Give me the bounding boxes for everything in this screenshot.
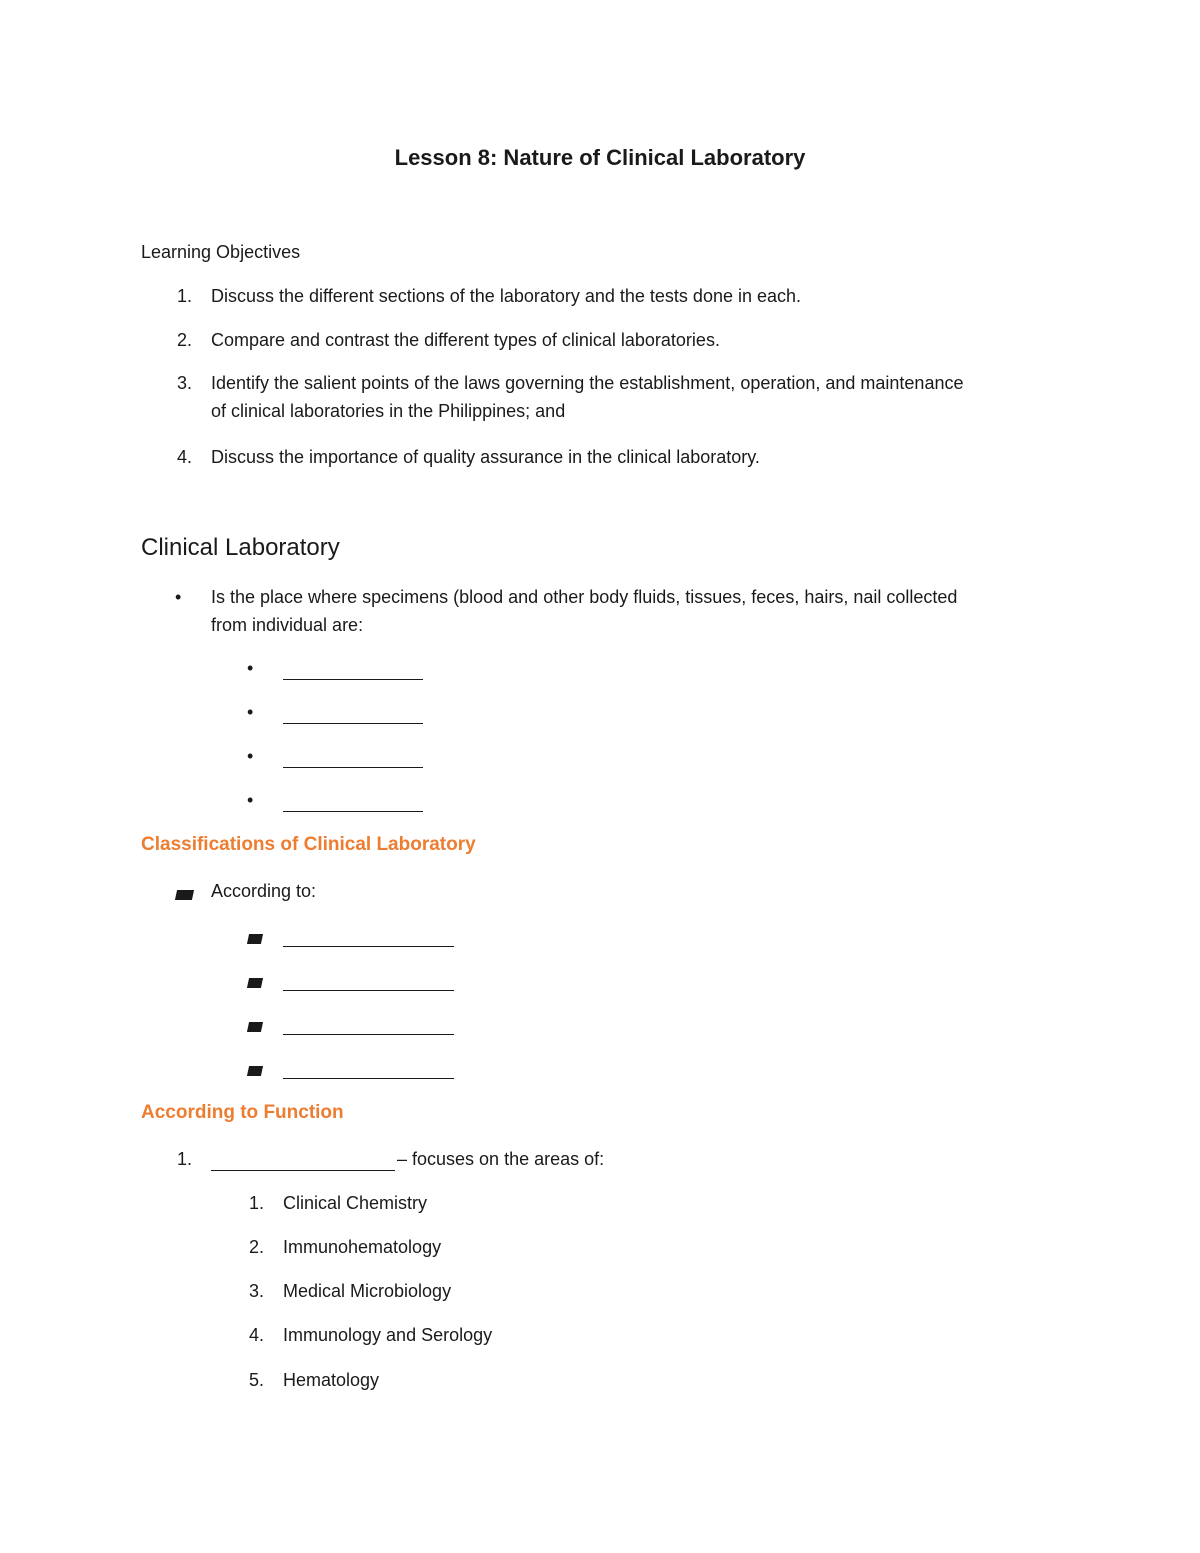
- blank-line: [283, 657, 423, 685]
- function-item-suffix: – focuses on the areas of:: [397, 1149, 605, 1169]
- area-text: Clinical Chemistry: [283, 1193, 428, 1213]
- area-number: 3.: [248, 1281, 264, 1301]
- blank-line: [283, 1056, 454, 1084]
- area-number: 4.: [248, 1325, 264, 1345]
- objective-number: 1.: [176, 286, 192, 306]
- blank-line: [283, 924, 454, 952]
- area-text: Medical Microbiology: [283, 1281, 452, 1301]
- area-text: Immunohematology: [283, 1237, 442, 1257]
- clinical-lab-heading: Clinical Laboratory: [141, 534, 340, 561]
- page-title: Lesson 8: Nature of Clinical Laboratory: [394, 145, 806, 170]
- area-number: 2.: [248, 1237, 264, 1257]
- bullet-icon: •: [247, 746, 254, 766]
- bullet-icon: •: [175, 587, 182, 607]
- function-item-number: 1.: [176, 1149, 192, 1169]
- bullet-icon: •: [247, 702, 254, 722]
- square-bullet-icon: [248, 975, 262, 993]
- objective-text: Discuss the different sections of the laboratory and the tests done in each.: [211, 286, 802, 306]
- objective-text: Compare and contrast the different types of clinical laboratories.: [211, 330, 720, 350]
- area-number: 5.: [248, 1370, 264, 1390]
- bullet-icon: •: [247, 790, 254, 810]
- objective-number: 4.: [176, 447, 192, 467]
- objective-text-line1: Identify the salient points of the laws governing the establishment, operation, and maintenance: [211, 373, 964, 393]
- bullet-icon: •: [247, 658, 254, 678]
- objective-text-line2: of clinical laboratories in the Philippines; and: [211, 401, 566, 421]
- blank-line: [283, 1012, 454, 1040]
- square-bullet-icon: [176, 887, 193, 905]
- according-to-label: According to:: [211, 881, 317, 901]
- area-number: 1.: [248, 1193, 264, 1213]
- area-text: Immunology and Serology: [283, 1325, 493, 1345]
- objective-number: 2.: [176, 330, 192, 350]
- blank-line: [283, 701, 423, 729]
- area-text: Hematology: [283, 1370, 380, 1390]
- square-bullet-icon: [248, 1019, 262, 1037]
- clinical-lab-definition-line2: from individual are:: [211, 615, 364, 635]
- blank-line: [283, 745, 423, 773]
- function-heading: According to Function: [141, 1102, 344, 1123]
- blank-line: [283, 968, 454, 996]
- square-bullet-icon: [248, 931, 262, 949]
- square-bullet-icon: [248, 1063, 262, 1081]
- blank-line: [283, 789, 423, 817]
- blank-line: [211, 1148, 395, 1176]
- objectives-heading: Learning Objectives: [141, 242, 301, 262]
- objective-number: 3.: [176, 373, 192, 393]
- clinical-lab-definition-line1: Is the place where specimens (blood and other body fluids, tissues, feces, hairs, nail collected: [211, 587, 958, 607]
- objective-text: Discuss the importance of quality assurance in the clinical laboratory.: [211, 447, 760, 467]
- classifications-heading: Classifications of Clinical Laboratory: [141, 834, 476, 855]
